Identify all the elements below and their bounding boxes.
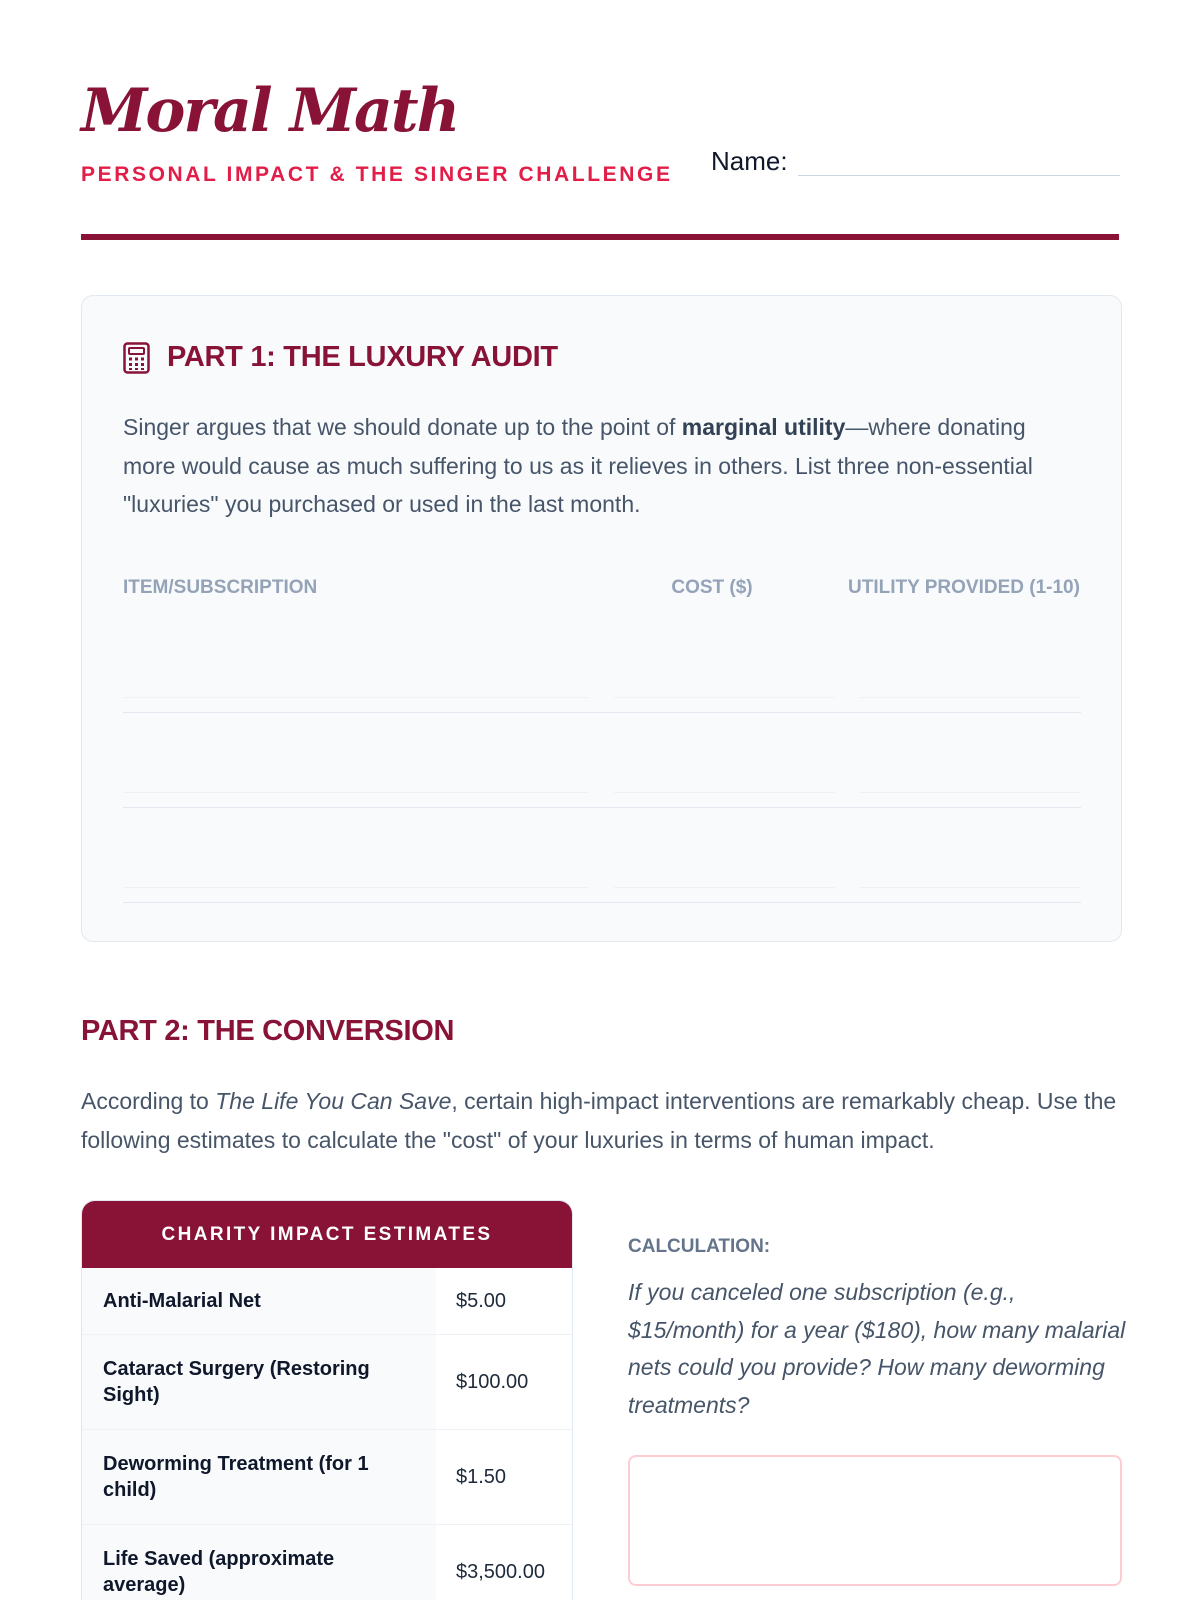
part1-instructions: Singer argues that we should donate up to the point of marginal utility—where donating more would cause as much suffering to us as it relieves in others. List three non-essential "luxuries" you purchased or used in the last month. bbox=[123, 414, 1033, 517]
table-row bbox=[123, 808, 1081, 903]
table-row bbox=[123, 618, 1081, 713]
part1-heading: PART 1: THE LUXURY AUDIT bbox=[167, 341, 558, 373]
charity-item-cost: $3,500.00 bbox=[456, 1560, 545, 1583]
column-header-item: ITEM/SUBSCRIPTION bbox=[123, 577, 318, 598]
part1-luxury-audit bbox=[81, 295, 1122, 942]
column-header-utility: UTILITY PROVIDED (1-10) bbox=[848, 577, 1080, 598]
audit-table-header bbox=[123, 558, 1081, 618]
worksheet-header bbox=[81, 0, 1119, 242]
charity-item-name: Life Saved (approximate average) bbox=[82, 1525, 436, 1600]
name-input-line[interactable] bbox=[798, 152, 1120, 176]
name-field-group bbox=[711, 146, 1120, 176]
charity-item-name: Anti-Malarial Net bbox=[82, 1268, 436, 1334]
marginal-utility-term: marginal utility bbox=[681, 414, 846, 440]
utility-input-line[interactable] bbox=[860, 697, 1081, 698]
table-row bbox=[82, 1430, 572, 1525]
calculation-answer-box[interactable] bbox=[628, 1455, 1122, 1586]
cost-input-line[interactable] bbox=[614, 792, 835, 793]
name-label: Name: bbox=[711, 146, 788, 176]
book-title: The Life You Can Save bbox=[215, 1088, 452, 1114]
page-title: Moral Math bbox=[81, 76, 459, 146]
table-row bbox=[82, 1268, 572, 1335]
header-divider bbox=[81, 234, 1119, 240]
part1-heading-row bbox=[123, 341, 558, 374]
charity-item-name: Deworming Treatment (for 1 child) bbox=[82, 1430, 436, 1524]
luxury-audit-table bbox=[123, 558, 1081, 903]
table-row bbox=[82, 1525, 572, 1600]
table-row bbox=[82, 1335, 572, 1430]
cost-input-line[interactable] bbox=[614, 697, 835, 698]
charity-table-title: CHARITY IMPACT ESTIMATES bbox=[82, 1201, 572, 1268]
cost-input-line[interactable] bbox=[614, 887, 835, 888]
utility-input-line[interactable] bbox=[860, 887, 1081, 888]
item-input-line[interactable] bbox=[123, 697, 589, 698]
page-subtitle: PERSONAL IMPACT & THE SINGER CHALLENGE bbox=[81, 163, 673, 186]
calculation-prompt: If you canceled one subscription (e.g., $15/month) for a year ($180), how many malarial nets could you provide? How many deworming treatments? bbox=[628, 1279, 1126, 1418]
part2-heading: PART 2: THE CONVERSION bbox=[81, 1015, 455, 1047]
charity-item-name: Cataract Surgery (Restoring Sight) bbox=[82, 1335, 436, 1429]
charity-item-cost: $1.50 bbox=[456, 1465, 507, 1488]
charity-item-cost: $100.00 bbox=[456, 1370, 529, 1393]
item-input-line[interactable] bbox=[123, 792, 589, 793]
calculation-label: CALCULATION: bbox=[628, 1236, 771, 1257]
column-header-cost: COST ($) bbox=[671, 577, 753, 598]
charity-impact-table bbox=[81, 1200, 573, 1600]
table-row bbox=[123, 713, 1081, 808]
item-input-line[interactable] bbox=[123, 887, 589, 888]
charity-item-cost: $5.00 bbox=[456, 1289, 507, 1312]
calculator-icon bbox=[123, 342, 150, 374]
utility-input-line[interactable] bbox=[860, 792, 1081, 793]
part2-instructions: According to The Life You Can Save, certain high-impact interventions are remarkably cheap. Use the following estimates to calculate the "cost" of your luxuries in terms of human impact. bbox=[81, 1088, 1117, 1153]
